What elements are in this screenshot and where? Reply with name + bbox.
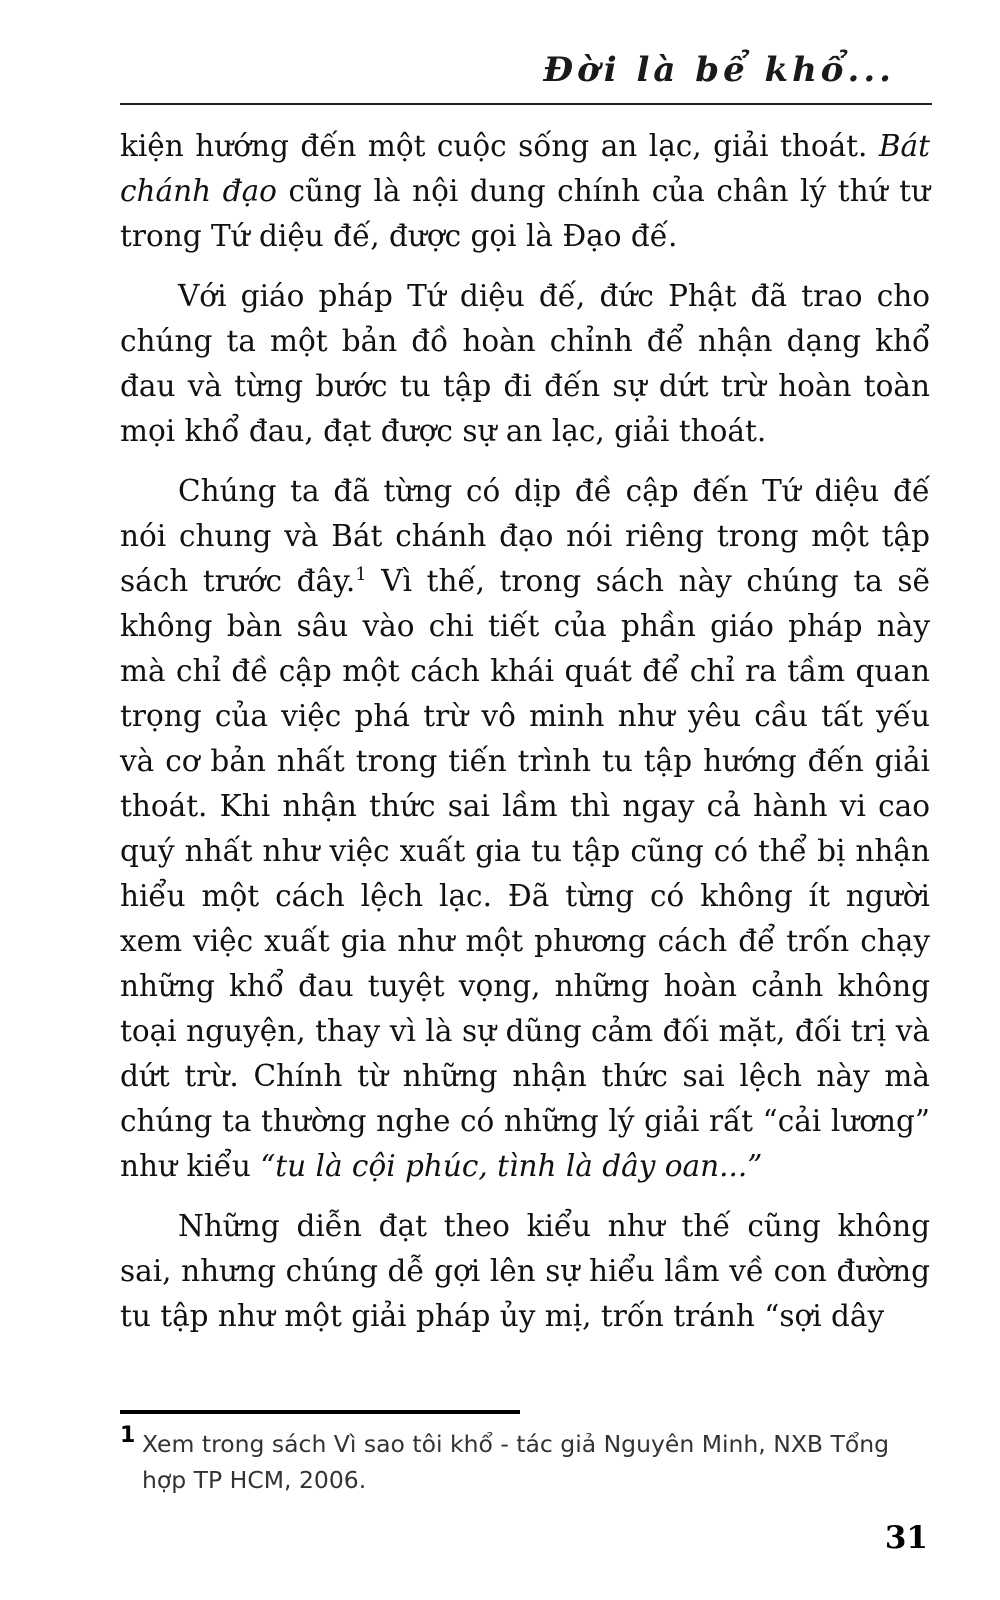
paragraph-1-text-a: kiện hướng đến một cuộc sống an lạc, giải thoát. bbox=[120, 129, 879, 163]
paragraph-1 bbox=[120, 124, 930, 259]
footnote-text: Xem trong sách Vì sao tôi khổ - tác giả Nguyên Minh, NXB Tổng hợp TP HCM, 2006. bbox=[142, 1430, 890, 1494]
paragraph-3-text-b: Vì thế, trong sách này chúng ta sẽ không bàn sâu vào chi tiết của phần giáo pháp này mà chỉ đề cập một cách khái quát để chỉ ra tầm quan trọng của việc phá trừ vô minh như yêu cầu tất yếu và cơ bản nhất trong tiến trình tu tập hướng đến giải thoát. Khi nhận thức sai lầm thì ngay cả hành vi cao quý nhất như việc xuất gia tu tập cũng có thể bị nhận hiểu một cách lệch lạc. Đã từng có không ít người xem việc xuất gia như một phương cách để trốn chạy những khổ đau tuyệt vọng, những hoàn cảnh không toại nguyện, thay vì là sự dũng cảm đối mặt, đối trị và dứt trừ. Chính từ những nhận thức sai lệch này mà chúng ta thường nghe có những lý giải rất “cải lương” như kiểu bbox=[120, 564, 930, 1183]
paragraph-1-italic: Bát chánh đạo bbox=[120, 129, 930, 208]
footnote-reference[interactable]: 1 bbox=[355, 564, 367, 586]
paragraph-2: Với giáo pháp Tứ diệu đế, đức Phật đã trao cho chúng ta một bản đồ hoàn chỉnh để nhận dạng khổ đau và từng bước tu tập đi đến sự dứt trừ hoàn toàn mọi khổ đau, đạt được sự an lạc, giải thoát. bbox=[120, 279, 930, 448]
paragraph-1-text-b: cũng là nội dung chính của chân lý thứ tư trong Tứ diệu đế, được gọi là Đạo đế. bbox=[120, 174, 931, 253]
footnote bbox=[120, 1423, 940, 1498]
footnote-rule bbox=[120, 1410, 520, 1414]
paragraph-4: Những diễn đạt theo kiểu như thế cũng không sai, nhưng chúng dễ gợi lên sự hiểu lầm về con đường tu tập như một giải pháp ủy mị, trốn tránh “sợi dây bbox=[120, 1209, 930, 1333]
paragraph-3-italic-quote: “tu là cội phúc, tình là dây oan...” bbox=[260, 1149, 763, 1183]
running-header: Đời là bể khổ... bbox=[543, 50, 895, 90]
page-number: 31 bbox=[884, 1520, 928, 1556]
paragraph-3-text-a: Chúng ta đã từng có dịp đề cập đến Tứ diệu đế nói chung và Bát chánh đạo nói riêng trong một tập sách trước đây. bbox=[120, 474, 930, 598]
body-text bbox=[120, 124, 930, 1354]
header-rule bbox=[120, 103, 932, 105]
paragraph-3 bbox=[120, 469, 930, 1189]
footnote-number: 1 bbox=[120, 1423, 136, 1448]
